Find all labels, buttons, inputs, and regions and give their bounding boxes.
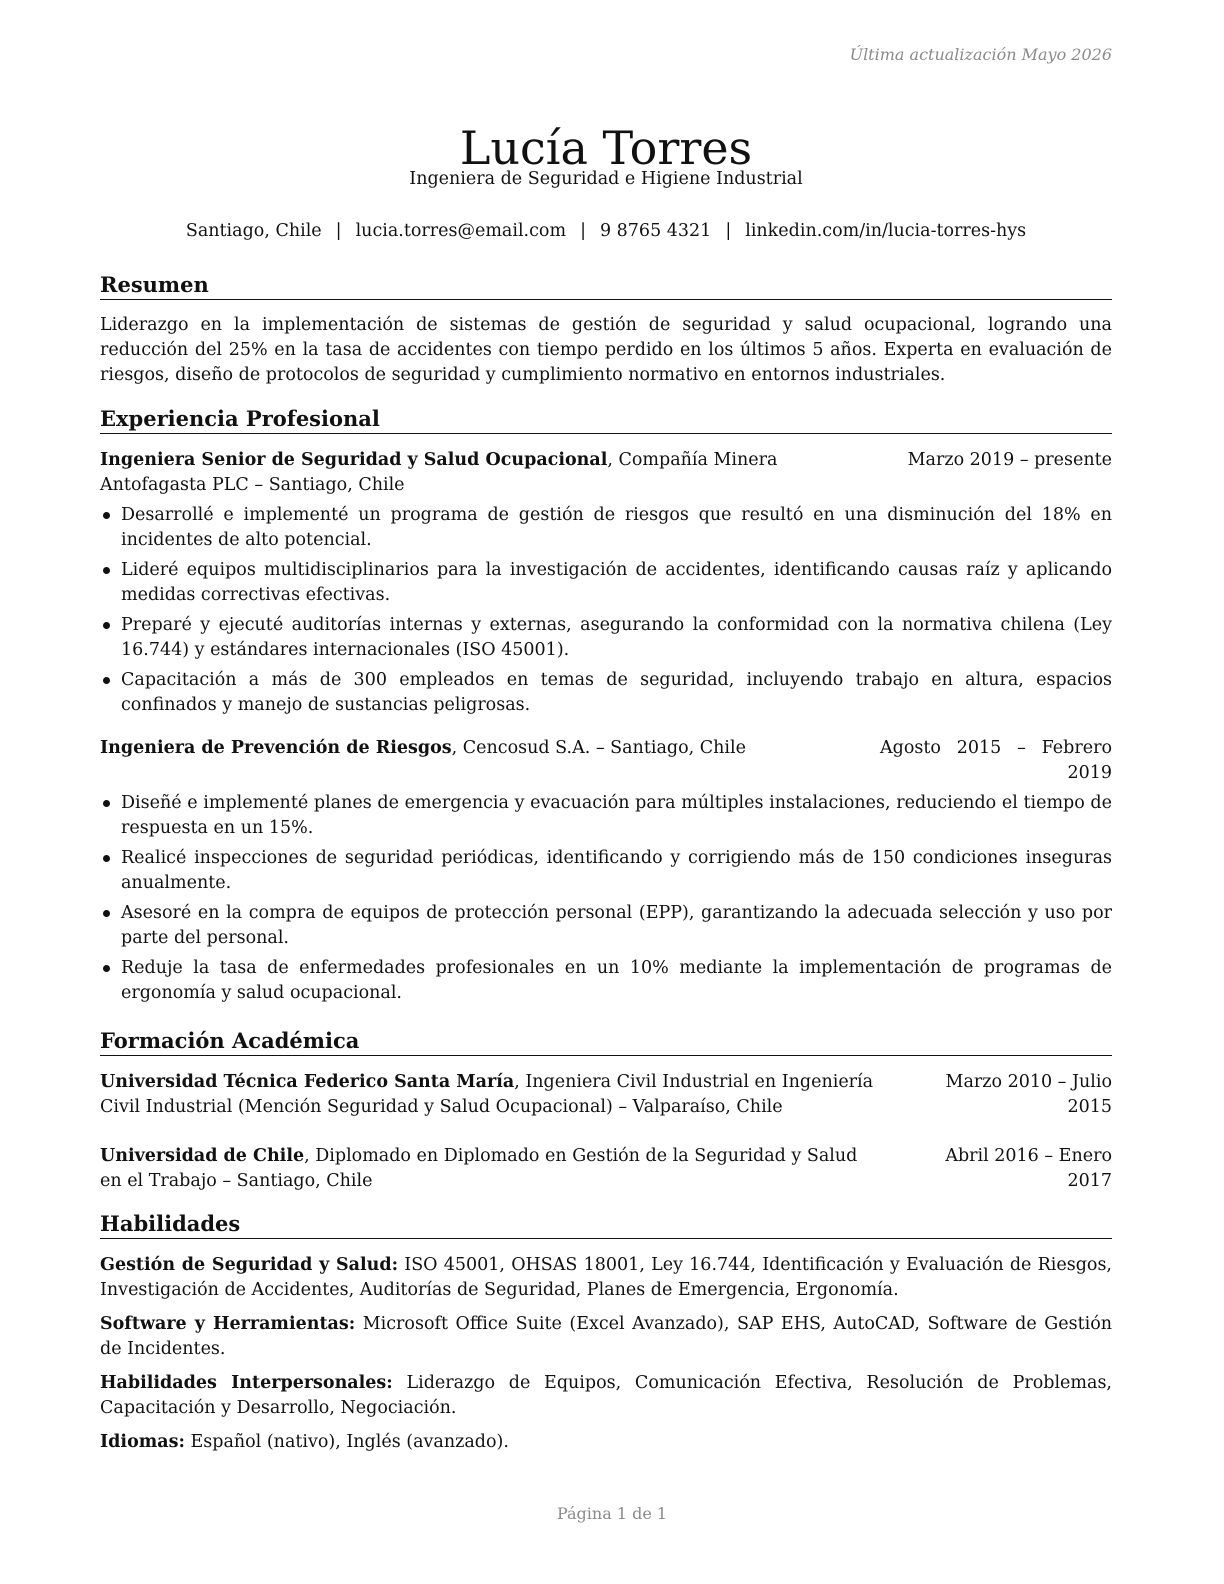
last-updated: Última actualización Mayo 2026 (849, 45, 1112, 64)
job-bullets (100, 791, 1112, 1006)
list-item: Asesoré en la compra de equipos de protección personal (EPP), garantizando la adecuada selección y uso por parte del personal. (100, 901, 1112, 951)
list-item: Reduje la tasa de enfermedades profesionales en un 10% mediante la implementación de programas de ergonomía y salud ocupacional. (100, 956, 1112, 1006)
bullet-icon (103, 965, 110, 972)
skill-value: Microsoft Office Suite (Excel Avanzado), SAP EHS, AutoCAD, Software de Gestión de Incidentes. (100, 1314, 1112, 1359)
skill-group (100, 1430, 1112, 1455)
skill-value: Liderazgo de Equipos, Comunicación Efectiva, Resolución de Problemas, Capacitación y Desarrollo, Negociación. (100, 1373, 1112, 1418)
contact-separator: | (335, 221, 342, 241)
list-item: Diseñé e implementé planes de emergencia y evacuación para múltiples instalaciones, reduciendo el tiempo de respuesta en un 15%. (100, 791, 1112, 841)
contact-location: Santiago, Chile (185, 221, 322, 241)
job-heading (100, 736, 860, 761)
skill-label: Habilidades Interpersonales: (100, 1373, 393, 1393)
education-dates: Abril 2016 – Enero 2017 (945, 1146, 1112, 1191)
bullet-icon (103, 910, 110, 917)
education-school: Universidad de Chile (100, 1146, 305, 1166)
list-item: Realicé inspecciones de seguridad periódicas, identificando y corrigiendo más de 150 condiciones inseguras anualmente. (100, 846, 1112, 896)
skill-label: Gestión de Seguridad y Salud: (100, 1255, 399, 1275)
bullet-icon (103, 800, 110, 807)
job-entry (100, 736, 1112, 1006)
education-detail: , Diplomado en Diplomado en Gestión de la Seguridad y Salud en el Trabajo – Santiago, Chile (100, 1146, 858, 1191)
job-org: , Compañía Minera Antofagasta PLC – Santiago, Chile (100, 450, 778, 495)
skill-group (100, 1312, 1112, 1362)
skill-group (100, 1371, 1112, 1421)
job-dates: Agosto 2015 – Febrero 2019 (880, 738, 1112, 783)
job-heading (100, 448, 880, 498)
education-detail: , Ingeniera Civil Industrial en Ingeniería Civil Industrial (Mención Seguridad y Salud Ocupacional) – Valparaíso, Chile (100, 1072, 874, 1117)
contact-phone: 9 8765 4321 (599, 221, 712, 241)
page-number: Página 1 de 1 (556, 1504, 668, 1523)
bullet-icon (103, 567, 110, 574)
skill-value: Español (nativo), Inglés (avanzado). (184, 1432, 509, 1452)
bullet-icon (103, 512, 110, 519)
job-org: , Cencosud S.A. – Santiago, Chile (451, 738, 746, 758)
job-entry (100, 448, 1112, 718)
resume-page (100, 0, 1112, 1584)
section-heading-skills: Habilidades (100, 1210, 1112, 1239)
skill-group (100, 1253, 1112, 1303)
skills-section (100, 1210, 1112, 1464)
section-heading-experience: Experiencia Profesional (100, 405, 1112, 434)
list-item: Capacitación a más de 300 empleados en temas de seguridad, incluyendo trabajo en altura, espacios confinados y manejo de sustancias peligrosas. (100, 668, 1112, 718)
list-item: Desarrollé e implementé un programa de gestión de riesgos que resultó en una disminución del 18% en incidentes de alto potencial. (100, 503, 1112, 553)
bullet-icon (103, 677, 110, 684)
education-school: Universidad Técnica Federico Santa María (100, 1072, 515, 1092)
job-role: Ingeniera Senior de Seguridad y Salud Ocupacional (100, 450, 608, 470)
skill-label: Idiomas: (100, 1432, 185, 1452)
education-entry (100, 1144, 1112, 1194)
list-item: Lideré equipos multidisciplinarios para la investigación de accidentes, identificando causas raíz y aplicando medidas correctivas efectivas. (100, 558, 1112, 608)
contact-line (100, 219, 1112, 244)
job-bullets (100, 503, 1112, 718)
bullet-icon (103, 855, 110, 862)
job-dates: Marzo 2019 – presente (907, 450, 1112, 470)
job-title: Ingeniera de Seguridad e Higiene Industrial (409, 169, 803, 189)
job-role: Ingeniera de Prevención de Riesgos (100, 738, 452, 758)
candidate-name: Lucía Torres (459, 120, 753, 175)
section-heading-education: Formación Académica (100, 1027, 1112, 1056)
contact-email[interactable]: lucia.torres@email.com (355, 221, 567, 241)
skill-label: Software y Herramientas: (100, 1314, 356, 1334)
education-section (100, 1027, 1112, 1194)
list-item: Preparé y ejecuté auditorías internas y externas, asegurando la conformidad con la normativa chilena (Ley 16.744) y estándares internacionales (ISO 45001). (100, 613, 1112, 663)
education-entry (100, 1070, 1112, 1120)
contact-separator: | (725, 221, 732, 241)
education-dates: Marzo 2010 – Julio 2015 (945, 1072, 1112, 1117)
section-heading-summary: Resumen (100, 271, 1112, 300)
bullet-icon (103, 622, 110, 629)
skill-value: ISO 45001, OHSAS 18001, Ley 16.744, Identificación y Evaluación de Riesgos, Investigación de Accidentes, Auditorías de Seguridad, Planes de Emergencia, Ergonomía. (100, 1255, 1112, 1300)
summary-text: Liderazgo en la implementación de sistemas de gestión de seguridad y salud ocupacional, logrando una reducción del 25% en la tasa de accidentes con tiempo perdido en los últimos 5 años. Experta en evaluación de riesgos, diseño de protocolos de seguridad y cumplimiento normativo en entornos industriales. (100, 315, 1112, 385)
summary-section (100, 271, 1112, 388)
contact-separator: | (580, 221, 586, 241)
contact-linkedin[interactable]: linkedin.com/in/lucia-torres-hys (745, 221, 1027, 241)
experience-section (100, 405, 1112, 1011)
